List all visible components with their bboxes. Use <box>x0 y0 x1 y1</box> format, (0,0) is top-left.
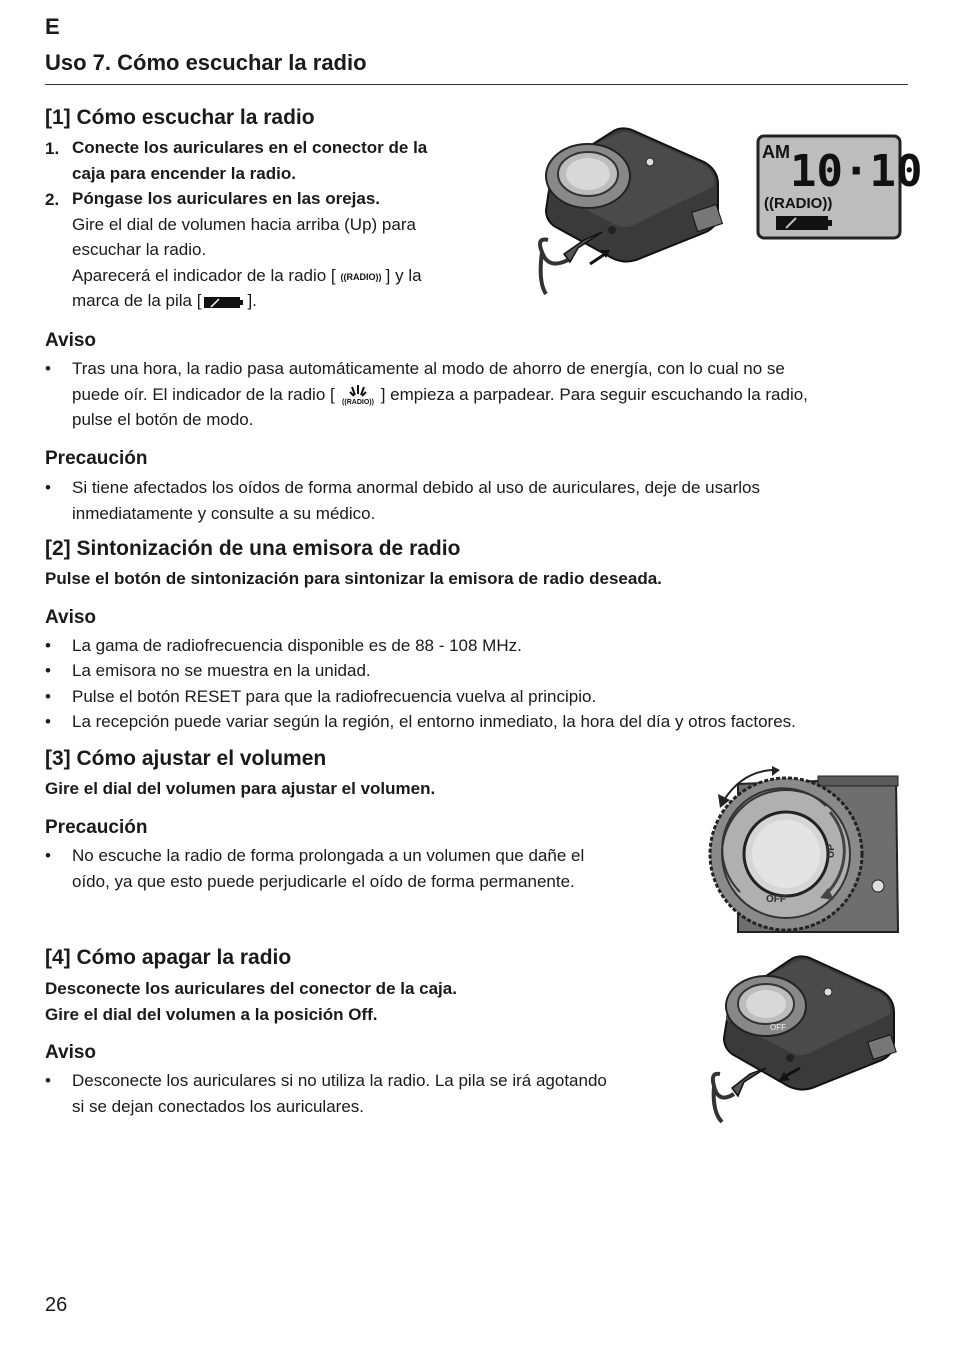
step-2-line-3: Aparecerá el indicador de la radio [ ((RADIO)) ] y la <box>72 265 422 285</box>
step-2-number: 2. <box>45 190 60 209</box>
section-1-title: [1] Cómo escuchar la radio <box>45 106 315 129</box>
dial-off-label: OFF <box>770 1023 786 1032</box>
battery-icon <box>201 294 247 310</box>
step-1-number: 1. <box>45 139 60 158</box>
step-2-line-1: Gire el dial de volumen hacia arriba (Up) para <box>72 214 416 234</box>
section-1-aviso-title: Aviso <box>45 330 97 351</box>
radio-indicator-icon <box>336 268 386 284</box>
display-digits: 10·10 <box>790 146 923 197</box>
section-3-instruction: Gire el dial del volumen para ajustar el volumen. <box>45 779 436 798</box>
header-divider <box>45 84 908 85</box>
bullet: • <box>45 636 51 655</box>
section-3-precaucion-text: No escuche la radio de forma prolongada a un volumen que dañe el oído, ya que esto puede perjudicarle el oído de forma permanente. <box>72 846 585 891</box>
bullet: • <box>45 359 51 378</box>
bullet: • <box>45 478 51 497</box>
bullet: • <box>45 712 51 731</box>
dial-up-label: UP <box>826 844 837 858</box>
dial-off-label: OFF <box>766 894 786 905</box>
section-2-title: [2] Sintonización de una emisora de radio <box>45 537 461 560</box>
section-2-bullet-4: La recepción puede variar según la región, el entorno inmediato, la hora del día y otros factores. <box>72 712 796 731</box>
section-2-instruction: Pulse el botón de sintonización para sintonizar la emisora de radio deseada. <box>45 569 662 588</box>
svg-text:((RADIO)): ((RADIO)) <box>341 399 374 407</box>
display-radio-label: ((RADIO)) <box>764 195 833 212</box>
section-2-bullet-2: La emisora no se muestra en la unidad. <box>72 661 371 680</box>
lcd-display-illustration <box>756 134 923 240</box>
chapter-title: Uso 7. Cómo escuchar la radio <box>45 50 367 75</box>
step-2-line-2: escuchar la radio. <box>72 240 207 259</box>
step-2-line-4: marca de la pila [ ]. <box>72 291 257 310</box>
section-1-precaucion-title: Precaución <box>45 448 148 469</box>
step-1-line-1: Conecte los auriculares en el conector de la <box>72 138 428 157</box>
section-4-aviso-text: Desconecte los auriculares si no utiliza la radio. La pila se irá agotando si se dejan conectados los auriculares. <box>72 1071 607 1116</box>
language-marker: E <box>45 14 60 39</box>
device-connect-illustration <box>524 122 734 298</box>
bullet: • <box>45 661 51 680</box>
section-4-title: [4] Cómo apagar la radio <box>45 946 292 969</box>
step-2-heading: Póngase los auriculares en las orejas. <box>72 189 381 208</box>
step-2-text <box>72 186 422 314</box>
step-1-text <box>72 135 427 186</box>
bullet: • <box>45 846 51 865</box>
radio-blinking-icon <box>335 383 381 407</box>
section-3-title: [3] Cómo ajustar el volumen <box>45 747 327 770</box>
section-1-precaucion-text: Si tiene afectados los oídos de forma anormal debido al uso de auriculares, deje de usarlos inmediatamente y consulte a su médico. <box>72 478 760 523</box>
section-2-bullet-1: La gama de radiofrecuencia disponible es de 88 - 108 MHz. <box>72 636 522 655</box>
section-4-instruction: Desconecte los auriculares del conector de la caja. Gire el dial del volumen a la posición Off. <box>45 979 457 1024</box>
section-1-aviso-text: Tras una hora, la radio pasa automáticamente al modo de ahorro de energía, con lo cual no se puede oír. El indicador de la radio [ ((RADIO)) ] empieza a parpadear. Para seguir escuchando la radio, pulse el botón de modo. <box>72 359 808 430</box>
device-disconnect-illustration <box>704 950 908 1126</box>
display-band: AM <box>762 142 790 162</box>
step-1-line-2: caja para encender la radio. <box>72 163 296 183</box>
page-number: 26 <box>45 1294 68 1316</box>
section-3-precaucion-title: Precaución <box>45 817 148 838</box>
volume-dial-illustration <box>700 762 902 934</box>
section-4-aviso-title: Aviso <box>45 1042 97 1063</box>
section-2-bullet-3: Pulse el botón RESET para que la radiofrecuencia vuelva al principio. <box>72 687 597 706</box>
bullet: • <box>45 1071 51 1090</box>
svg-text:((RADIO)): ((RADIO)) <box>340 272 382 283</box>
bullet: • <box>45 687 51 706</box>
section-2-aviso-title: Aviso <box>45 607 97 628</box>
